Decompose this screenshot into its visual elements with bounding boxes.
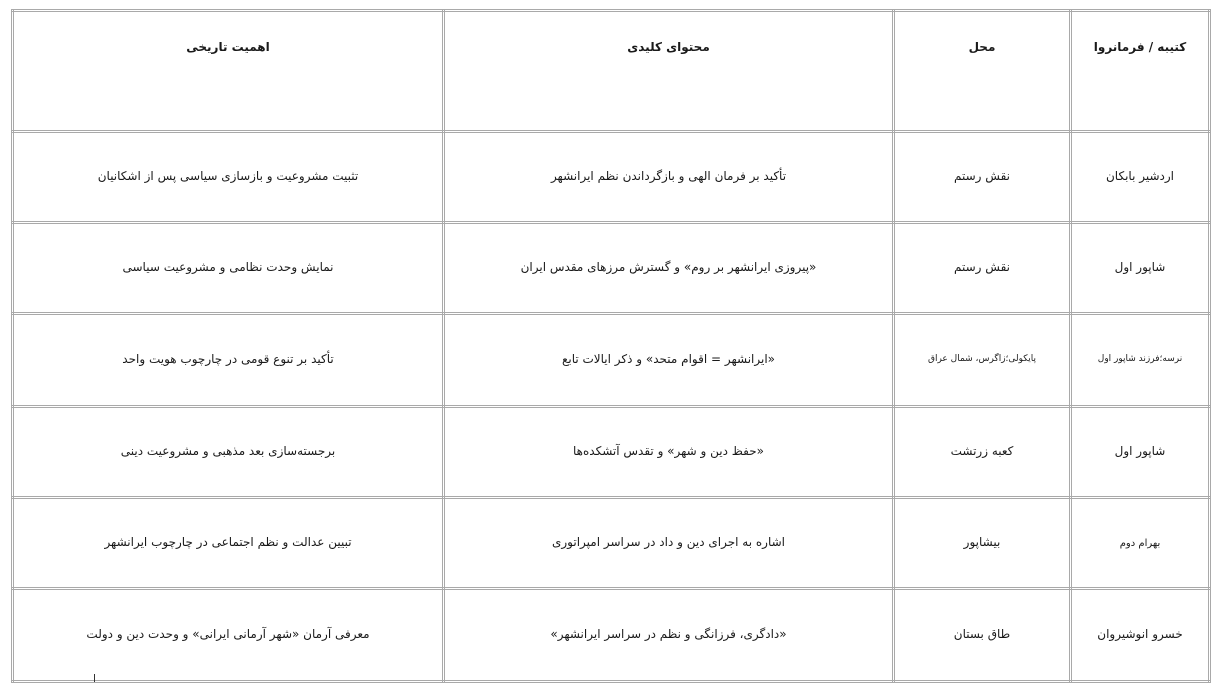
cell-ruler: نرسه؛فرزند شاپور اول: [1071, 314, 1210, 407]
cell-content: «ایرانشهر = اقوام متحد» و ذکر ایالات تابع: [444, 314, 894, 407]
table-row: [13, 314, 1210, 407]
cell-significance: نمایش وحدت نظامی و مشروعیت سیاسی: [13, 223, 444, 314]
table-row: [13, 223, 1210, 314]
cell-location: طاق بستان: [894, 589, 1071, 682]
cell-ruler: خسرو انوشیروان: [1071, 589, 1210, 682]
cell-content: تأکید بر فرمان الهی و بازگرداندن نظم ایرانشهر: [444, 132, 894, 223]
header-location: محل: [894, 11, 1071, 132]
cell-location: نقش رستم: [894, 223, 1071, 314]
cell-significance: تبیین عدالت و نظم اجتماعی در چارچوب ایرانشهر: [13, 498, 444, 589]
cell-ruler: شاپور اول: [1071, 223, 1210, 314]
cell-ruler: بهرام دوم: [1071, 498, 1210, 589]
table-row: [13, 498, 1210, 589]
cell-content: اشاره به اجرای دین و داد در سراسر امپراتوری: [444, 498, 894, 589]
history-table: [11, 9, 1211, 683]
cell-ruler: اردشیر بابکان: [1071, 132, 1210, 223]
cell-significance: برجسته‌سازی بعد مذهبی و مشروعیت دینی: [13, 407, 444, 498]
header-historical-significance: اهمیت تاریخی: [13, 11, 444, 132]
cell-significance: تأکید بر تنوع قومی در چارچوب هویت واحد: [13, 314, 444, 407]
table-row: [13, 132, 1210, 223]
cell-location: کعبه زرتشت: [894, 407, 1071, 498]
cell-significance: تثبیت مشروعیت و بازسازی سیاسی پس از اشکانیان: [13, 132, 444, 223]
cell-content: «حفظ دین و شهر» و تقدس آتشکده‌ها: [444, 407, 894, 498]
cell-location: پایکولی؛زاگرس، شمال عراق: [894, 314, 1071, 407]
cell-location: نقش رستم: [894, 132, 1071, 223]
table-row: [13, 407, 1210, 498]
header-inscription-ruler: کتیبه / فرمانروا: [1071, 11, 1210, 132]
cell-ruler: شاپور اول: [1071, 407, 1210, 498]
text-cursor: [94, 674, 95, 682]
cell-location: بیشاپور: [894, 498, 1071, 589]
cell-content: «دادگری، فرزانگی و نظم در سراسر ایرانشهر»: [444, 589, 894, 682]
table-row: [13, 589, 1210, 682]
table-header-row: [13, 11, 1210, 132]
header-key-content: محتوای کلیدی: [444, 11, 894, 132]
cell-content: «پیروزی ایرانشهر بر روم» و گسترش مرزهای مقدس ایران: [444, 223, 894, 314]
cell-significance: معرفی آرمان «شهر آرمانی ایرانی» و وحدت دین و دولت: [13, 589, 444, 682]
